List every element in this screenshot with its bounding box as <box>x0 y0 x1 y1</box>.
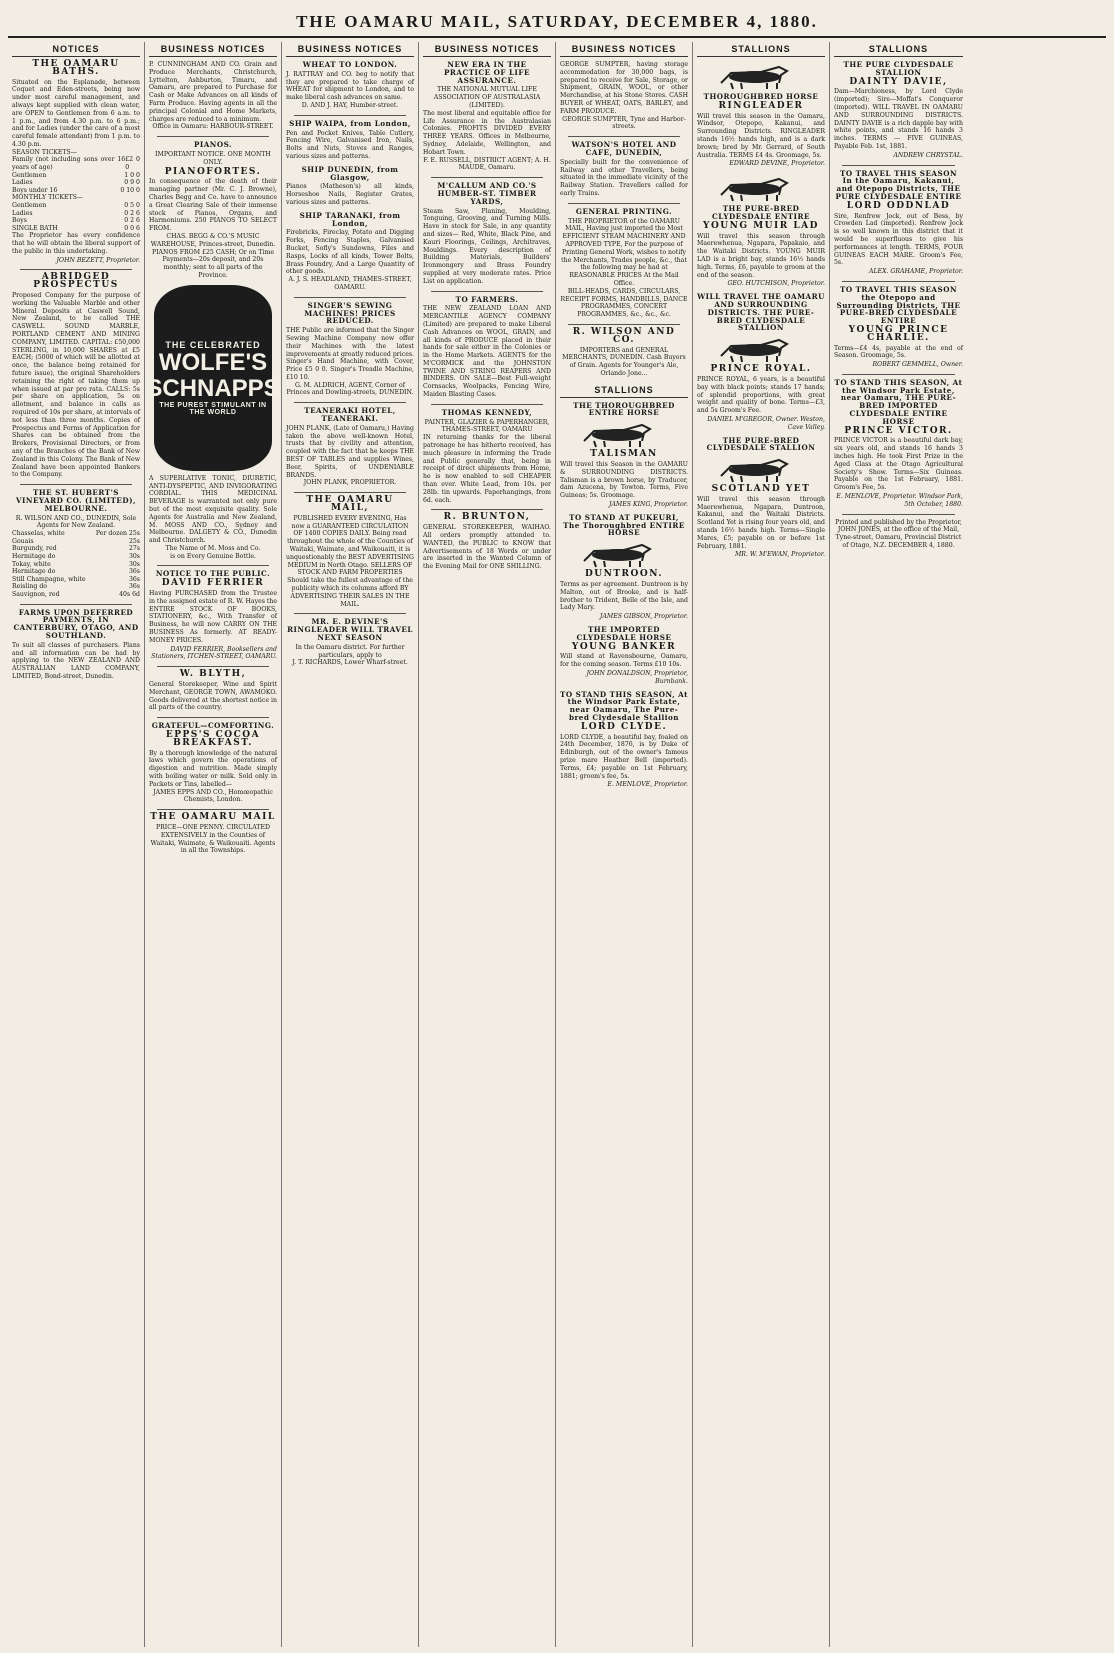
ad-signature: ROBERT GEMMELL, Owner. <box>872 361 963 369</box>
talisman-ad <box>560 402 688 509</box>
ad-headline: LORD ODDNLAD <box>846 200 951 211</box>
price-row: Gentlemen 0 5 0 <box>12 201 140 209</box>
ad-signature: JAMES KING, Proprietor. <box>608 501 688 509</box>
ad-text: P. CUNNINGHAM AND CO. Grain and Produce Merchants, Christchurch, Lyttelton, Ashburton, Timaru, and Oamaru, are prepared to Purchase for Cash or Make Advances on all kinds of Farm Produce. Having agents in all the principal Colonial and Home Markets, charges are reduced to a minimum. <box>149 61 277 123</box>
ad-footer: The Proprietor has every confidence that he will obtain the liberal support of the public in this undertaking. <box>12 232 140 255</box>
marble-prospectus <box>12 274 140 479</box>
ad-text: PRINCE ROYAL, 6 years, is a beautiful bay with black points; stands 17 hands; of splendid proportions, with great weight and quality of bone. Terms—£3, and 5s Groom's Fee. <box>697 375 825 415</box>
schnapps-slogan: THE PUREST STIMULANT IN THE WORLD <box>159 401 267 416</box>
divider <box>20 604 132 605</box>
ad-text: LORD CLYDE, a beautiful bay, foaled on 24th December, 1876, is by Duke of Edinburgh, out of the owner's famous prize mare Heather Bell (imported). Terms, £4; payable on 1st February, 1881; groom's fee, 5s. <box>560 733 688 780</box>
ad-headline: PRINCE ROYAL. <box>710 364 812 375</box>
brunton-ad <box>423 514 551 571</box>
young-banker-ad <box>560 626 688 686</box>
schnapps-brand: WOLFE'S SCHNAPPS <box>146 348 280 402</box>
ad-signature: JOHN DONALDSON, Proprietor, Burnbank. <box>586 670 688 685</box>
ringleader-ad <box>697 61 825 168</box>
column-heading: BUSINESS NOTICES <box>560 42 688 57</box>
ad-headline: R. BRUNTON, <box>443 512 531 523</box>
ad-text: PRICE—ONE PENNY. CIRCULATED EXTENSIVELY in the Counties of Waitaki, Waimate, & Waikouaiti. Agents in all the Townships. <box>150 824 276 855</box>
ad-title: GENERAL PRINTING. <box>575 206 673 216</box>
blyth-ad <box>149 671 277 712</box>
ad-text: Will stand at Ravensbourne, Oamaru, for the coming season. Terms £10 10s. <box>560 653 688 669</box>
ad-title: TO STAND AT PUKEURI, The Thoroughbred ENTIRE HORSE <box>563 512 685 538</box>
ad-signature: E. MENLOVE, Proprietor. <box>607 781 688 789</box>
ad-title: FARMS UPON DEFERRED PAYMENTS, IN CANTERBURY, OTAGO, AND SOUTHLAND. <box>13 607 139 640</box>
ad-text: General Storekeeper, Wine and Spirit Merchant, GEORGE TOWN, AWAMOKO. Goods delivered at the shortest notice in all parts of the country. <box>149 681 277 712</box>
ad-text: THE NEW ZEALAND LOAN AND MERCANTILE AGENCY COMPANY (Limited) are prepared to make Liberal Cash Advances on WOOL, GRAIN, and all kinds of PRODUCE placed in their hands for sale either in the Colonies or in the Home Markets. AGENTS for the M'CORMICK and the JOHNSTON TWINE AND STRING REAPERS AND BINDERS. ON SALE—Best Full-weight Cornsacks, Woolpacks, Fencing Wire, Maiden Blasting Cases. <box>423 305 551 399</box>
ad-text: In consequence of the death of their managing partner (Mr. C. J. Browne), Charles Begg and Co. have to announce a Great Clearing Sale of their immense stock of Pianos, Organs, and Harmoniums. 250 PIANOS TO SELECT FROM. <box>149 178 277 233</box>
ad-headline: W. BLYTH, <box>179 669 247 680</box>
pianos-ad <box>149 141 277 280</box>
column-heading: BUSINESS NOTICES <box>149 42 277 57</box>
ad-signature: GEO. HUTCHISON, Proprietor. <box>727 280 825 288</box>
ad-title: WILL TRAVEL THE OAMARU AND SURROUNDING DISTRICTS. THE PURE-BRED CLYDESDALE STALLION <box>697 292 825 333</box>
horse-icon <box>697 454 825 484</box>
tonic-ad <box>149 475 277 561</box>
wheat-ad <box>286 61 414 110</box>
ad-title: TEANERAKI HOTEL, TEANERAKI. <box>304 406 396 424</box>
taneraki-hotel-ad <box>286 407 414 487</box>
divider <box>431 291 543 292</box>
price-row: SINGLE BATH 0 0 6 <box>12 224 140 232</box>
divider <box>842 165 955 166</box>
column-heading: STALLIONS <box>834 42 963 57</box>
ad-text: The most liberal and equitable office for Life Assurance in the Australasian Colonies. PROFITS DIVIDED EVERY THREE YEARS. Offices in Melbourne, Sydney, Adelaide, Wellington, and Hobart Town. <box>423 109 551 156</box>
ad-headline: DUNTROON. <box>584 569 664 580</box>
ad-text: J. RATTRAY and CO. beg to notify that they are prepared to take charge of WHEAT for shipment to London, and to make liberal cash advances on same. <box>286 70 414 102</box>
divider <box>157 717 269 718</box>
singer-ad <box>286 302 414 398</box>
column-4 <box>419 42 556 1647</box>
ad-title: WATSON'S HOTEL AND CAFE, DUNEDIN, <box>571 140 677 157</box>
ad-text: A SUPERLATIVE TONIC, DIURETIC, ANTI-DYSPEPTIC, AND INVIGORATING CORDIAL. THIS MEDICINAL BEVERAGE is warranted not only pure but of the most exquisite quality. Sole Agents for Australia and New Zealand, M. MOSS AND CO., Sydney and Melbourne. DALGETY & CO., Dunedin and Christchurch. <box>149 474 277 545</box>
price-row: Hermitage do 36s <box>12 568 140 576</box>
ad-title: PIANOS. <box>193 140 233 150</box>
ad-title: TO TRAVEL THIS SEASON the Otepopo and Surrounding Districts, THE PURE-BRED CLYDESDALE ENTIRE <box>836 284 961 326</box>
ad-headline: LORD CLYDE. <box>580 721 668 732</box>
ad-text: In the Oamaru district. For further particulars, apply to <box>295 643 405 659</box>
divider <box>294 613 406 614</box>
divider <box>431 404 543 405</box>
ad-shop: CHAS. BEGG & CO.'S MUSIC WAREHOUSE, Princes-street, Dunedin. <box>150 232 276 248</box>
ad-signature: EDWARD DEVINE, Proprietor. <box>729 160 825 168</box>
watson-hotel-ad <box>560 141 688 198</box>
ad-headline: THE OAMARU MAIL <box>150 812 276 823</box>
stallions-heading: STALLIONS <box>560 383 688 398</box>
price-row: Still Champagne, white 36s <box>12 575 140 583</box>
newspaper-title: THE OAMARU MAIL, SATURDAY, DECEMBER 4, 1880. <box>296 12 818 31</box>
ad-office: Office in Oamaru: HARBOUR-STREET. <box>152 123 274 131</box>
ad-text: To suit all classes of purchasers. Plans and all information can be had by applying to the NEW ZEALAND AND AUSTRALIAN LAND COMPANY, LIMITED, Bond-street, Dunedin. <box>12 641 140 680</box>
ad-text: Proposed Company for the purpose of working the Valuable Marble and other Mineral Deposits at Caswell Sound, New Zealand, to be called THE CASWELL SOUND MARBLE, PORTLAND CEMENT AND MINING COMPANY, LIMITED. CAPITAL: £50,000 STERLING, in 10,000 SHARES at £5 EACH; (5000 of which will be allotted at once, the balance being retained for future issue), the original Shareholders retaining the right of taking them up when issued at par pro rata. CALLS: 5s per share on application, 5s on allotment, and balance in calls as required of 10s per share, at intervals of not less than three months. Copies of Prospectus and Forms of Application for Shares can be obtained from the Brokers, Provisional Directors, or from any of the Branches of the Bank of New Zealand in this Colony. The Bank of New Zealand have been appointed Bankers to the Company. <box>12 292 140 479</box>
ad-title: SINGER'S SEWING MACHINES! PRICES REDUCED. <box>304 300 396 326</box>
ad-title: THOMAS KENNEDY, <box>441 407 533 417</box>
price-table <box>12 149 140 233</box>
ad-signature: DAVID FERRIER, Booksellers and Stationers, ITCHEN-STREET, OAMARU. <box>151 645 277 661</box>
ad-title: THOROUGHBRED HORSE <box>703 92 819 101</box>
column-heading: NOTICES <box>12 42 140 57</box>
horse-icon <box>560 539 688 569</box>
ad-signature: E. MENLOVE, Proprietor. Windsor Park, 5th October, 1880. <box>836 493 963 508</box>
wilson-ad <box>560 326 688 378</box>
devine-ad <box>286 618 414 667</box>
divider <box>157 565 269 566</box>
horse-icon <box>697 334 825 364</box>
ad-text: GEORGE SUMPTER, having storage accommodation for 30,000 bags, is prepared to receive for Sale, Storage, or Shipment, GRAIN, WOOL, or other Merchandise, at his Stone Stores. CASH BUYER of WHEAT, OATS, BARLEY, and FARM PRODUCE. <box>560 61 688 115</box>
ad-signature: JAMES GIBSON, Proprietor. <box>599 613 688 621</box>
ship-taranaki-ad <box>286 212 414 292</box>
divider <box>294 492 406 493</box>
ad-text: By a thorough knowledge of the natural laws which govern the operations of digestion and nutrition. Made simply with boiling water or milk. Sold only in Packets or Tins, labelled— <box>149 749 277 788</box>
divider <box>157 666 269 667</box>
price-row: Tokay, white 30s <box>12 560 140 568</box>
price-row: SEASON TICKETS— <box>12 148 77 156</box>
newspaper-columns <box>8 42 1106 1647</box>
ad-title: NOTICE TO THE PUBLIC. <box>155 569 271 579</box>
ad-terms: PIANOS FROM £25 CASH; Or on Time Payments—20s deposit, and 20s monthly; sent to all parts of the Province. <box>151 248 275 279</box>
price-row: Sauvignon, red 40s 6d <box>12 590 140 598</box>
ad-text: THE PROPRIETOR of the OAMARU MAIL, Having just imported the Most EFFICIENT STEAM MACHINERY AND APPROVED TYPE, For the purpose of Printing General Work, wishes to notify the Merchants, Trades people, &c., that the following may be had at REASONABLE PRICES At the Mail Office. <box>561 217 687 287</box>
side-note-left: The Name of M. Moss and Co. <box>165 544 261 552</box>
ad-signature: F. E. RUSSELL, DISTRICT AGENT; A. H. MAUDE, Oamaru. <box>423 156 551 172</box>
column-heading: STALLIONS <box>697 42 825 57</box>
ad-title: THE THOROUGHBRED ENTIRE HORSE <box>573 400 675 418</box>
horse-icon <box>560 419 688 449</box>
printer-imprint <box>834 519 963 550</box>
price-row: Family (not including sons over 16 years of age) £2 0 0 <box>12 156 140 171</box>
column-heading: BUSINESS NOTICES <box>286 42 414 57</box>
ad-title: THE IMPORTED CLYDESDALE HORSE <box>576 625 672 642</box>
ad-text: PRINCE VICTOR is a beautiful dark bay, six years old, and stands 16 hands 3 inches high. He took First Prize in the Aged Class at the Otago Agricultural Society's Show. Terms—Six Guineas. Payable on the 1st February, 1881. Groom's Fee, 5s. <box>834 437 963 492</box>
price-row: Ladies 0 9 0 <box>12 179 140 187</box>
ad-title: THE PURE-BRED CLYDESDALE STALLION <box>706 435 816 453</box>
ad-list: BILL-HEADS, CARDS, CIRCULARS, RECEIPT FORMS, HANDBILLS, DANCE PROGRAMMES, CONCERT PROGRAMMES, &c., &c., &c. <box>560 287 688 319</box>
dainty-davie-ad <box>834 61 963 160</box>
column-3 <box>282 42 419 1647</box>
ad-headline: DAVID FERRIER <box>161 578 265 589</box>
divider <box>20 269 132 270</box>
ad-text: PUBLISHED EVERY EVENING, Has now a GUARANTEED CIRCULATION OF 1400 COPIES DAILY. Being read throughout the whole of the Counties of Waitaki, Waimate, and Waikouaiti, it is unquestionably the BEST ADVERTISING MEDIUM in North Otago. SELLERS OF STOCK AND FARM PROPERTIES Should take the fullest advantage of the publicity which its columns afford BY ADVERTISING THEIR SALES IN THE MAIL. <box>286 514 414 608</box>
ad-text: Specially built for the convenience of Railway and other Travellers, being situated in the immediate vicinity of the Railway Station. Travellers called for early Trains. <box>560 158 688 197</box>
price-row: Reisling do 36s <box>12 583 140 591</box>
ship-dunedin-ad <box>286 166 414 207</box>
ad-headline: YOUNG MUIR LAD <box>703 220 819 231</box>
ad-title: SHIP TARANAKI, from London, <box>299 210 401 228</box>
ad-text: Pianos (Matheson's) all kinds, Horseshoe Nails, Register Grates, various sizes and patterns. <box>286 183 414 206</box>
ad-subtitle: THE NATIONAL MUTUAL LIFE ASSOCIATION OF AUSTRALASIA (LIMITED). <box>433 86 541 109</box>
price-row: Ladies 0 2 6 <box>12 209 140 217</box>
ad-headline: EPPS'S COCOA BREAKFAST. <box>165 730 261 748</box>
baths-notice <box>12 61 140 264</box>
ad-signature: G. M. ALDRICH, AGENT, Corner of Princes and Dowling-streets, DUNEDIN. <box>286 381 414 397</box>
farms-notice <box>12 609 140 681</box>
ad-title: TO STAND THIS SEASON, At the Windsor Park Estate, near Oamaru, The Pure-bred Clydesdale Stallion <box>560 689 688 722</box>
mail-price-ad <box>149 814 277 855</box>
timber-yards-ad <box>423 182 551 285</box>
duntroon-ad <box>560 514 688 621</box>
divider <box>842 281 955 282</box>
ad-title: WHEAT TO LONDON. <box>302 60 398 69</box>
ad-title: SHIP WAIPA, from London, <box>289 118 411 128</box>
prince-royal-ad <box>697 293 825 431</box>
ad-text: Will travel this season through Maerewhenua, Ngapara, Duntroon, Kakanui, and the Waitaki Districts. Scotland Yet is rising four years old, and stands 16½ hands high. Terms—Single Mares, £5; payable on or before 1st February, 1881. <box>697 495 825 550</box>
column-7 <box>830 42 967 1647</box>
column-5 <box>556 42 693 1647</box>
cunningham-ad <box>149 61 277 131</box>
divider <box>157 809 269 810</box>
ad-text: Dam—Marchioness, by Lord Clyde (imported); Sire—Moffat's Conqueror (imported). WILL TRAVEL IN OAMARU AND SURROUNDING DISTRICTS. DAINTY DAVIE is a rich dapple bay with white points, and stands 16 hands 3 inches. TERMS — FIVE GUINEAS, Payable Feb. 1st, 1881. <box>834 88 963 150</box>
ad-subtitle: IMPORTANT NOTICE. ONE MONTH ONLY. <box>155 150 271 166</box>
divider <box>294 297 406 298</box>
ad-headline: R. WILSON AND CO. <box>572 326 676 345</box>
horse-icon <box>697 61 825 91</box>
ad-text: JOHN PLANK, (Late of Oamaru,) Having taken the above well-known Hotel, trusts that by civility and attention, coupled with the fact that he keeps THE BEST OF TABLES and supplies Wines, Beer, Spirits, of UNDENIABLE BRANDS. <box>286 424 414 479</box>
ad-signature: J. T. RICHARDS, Lower Wharf-street. <box>292 659 408 667</box>
ad-title: TO STAND THIS SEASON, At the Windsor Park Estate, near Oamaru, THE PURE-BRED IMPORTED CLYDESDALE ENTIRE HORSE <box>834 377 963 426</box>
ad-signature: GEORGE SUMPTER, Tyne and Harbor-streets. <box>562 115 686 131</box>
lord-oddnlad-ad <box>834 170 963 276</box>
ad-title: NEW ERA IN THE PRACTICE OF LIFE ASSURANCE. <box>444 60 530 85</box>
sumpter-ad <box>560 61 688 131</box>
ad-text: Will travel this season through Maerewhenua, Ngapara, Papakaio, and the Waitaki Districts. YOUNG MUIR LAD is a bright bay, stands 16½ hands high. Terms, £6, payable to groom at the end of the season. <box>697 232 825 279</box>
ad-headline: THE OAMARU MAIL, <box>306 495 394 514</box>
ad-title: MR. E. DEVINE'S RINGLEADER WILL TRAVEL NEXT SEASON <box>287 617 413 642</box>
ad-signature: MR. W. M'EWAN, Proprietor. <box>734 551 825 559</box>
ad-text: Situated on the Esplanade, between Coquet and Eden-streets, being now under most careful management, and always kept supplied with clean water, are OPEN to Gentlemen from 6 a.m. to 1 p.m., and from 4.30 p.m. to 6 p.m.; and for Ladies (under the care of a most careful female attendant) from 1 p.m. to 4.30 p.m. <box>12 78 140 148</box>
young-muir-lad-ad <box>697 173 825 288</box>
ad-signature: ANDREW CHRYSTAL. <box>893 151 963 159</box>
ad-headline: RINGLEADER <box>718 100 804 111</box>
masthead-rule <box>8 36 1106 38</box>
ad-text: Terms—£4 4s, payable at the end of Season. Groomage, 5s. <box>834 344 963 360</box>
divider <box>568 203 680 204</box>
price-row: Burgundy, red 27s <box>12 545 140 553</box>
ad-agent: R. WILSON AND CO., DUNEDIN, Sole Agents for New Zealand. <box>15 514 137 530</box>
ad-signature: JOHN BEZETT, Proprietor. <box>56 256 140 264</box>
ferrier-ad <box>149 570 277 661</box>
ad-title: SHIP DUNEDIN, from Glasgow, <box>301 164 399 182</box>
column-heading: BUSINESS NOTICES <box>423 42 551 57</box>
scotland-yet-ad <box>697 437 825 560</box>
divider <box>431 509 543 510</box>
ad-signature: JAMES EPPS AND CO., Homœopathic Chemists, London. <box>153 788 273 804</box>
ad-title: TO TRAVEL THIS SEASON In the Oamaru, Kakanui, and Otepopo Districts, THE PURE CLYDESDALE ENTIRE <box>835 168 962 201</box>
ad-title: M'CALLUM AND CO.'S HUMBER-ST. TIMBER YARDS, <box>437 181 537 206</box>
ad-text: Steam Saw, Planing, Moulding, Tonguing, Grooving, and Turning Mills. Have in stock for Sale, in any quantity and sizes— Red, White, Black Pine, and Kauri Floorings, Ceilings, Architraves, Mouldings. Every description of Building Materials, Builders' Ironmongery and Brass Foundry supplied at very moderate rates. Price List on application. <box>423 207 551 285</box>
horse-icon <box>697 173 825 203</box>
ad-text: Will travel this season in the Oamaru, Windsor, Otepopo, Kakanui, and Surrounding Districts. RINGLEADER stands 16½ hands high, and is a dark brown; bred by Mr. Gerrard, of South Australia. TERMS £4 4s. Groomage, 5s. <box>697 112 825 159</box>
price-row: Gouais 25s <box>12 537 140 545</box>
price-row: MONTHLY TICKETS— <box>12 194 84 202</box>
ad-title: ABRIDGED PROSPECTUS <box>33 272 119 291</box>
ad-headline: PRINCE VICTOR. <box>844 425 953 436</box>
farmers-ad <box>423 296 551 399</box>
ad-headline: TALISMAN <box>590 449 658 460</box>
ad-signature: A. J. S. HEADLAND, THAMES-STREET, OAMARU. <box>288 276 412 291</box>
ad-title: THE OAMARU BATHS. <box>32 59 120 77</box>
divider <box>294 402 406 403</box>
imprint-text: Printed and published by the Proprietor, JOHN JONES, at the office of the Mail, Tyne-street, Oamaru, Provincial District of Otago, N.Z. DECEMBER 4, 1880. <box>835 518 962 550</box>
divider <box>568 136 680 137</box>
ad-signature: DANIEL M'GREGOR, Owner. Weston, Cave Valley. <box>707 415 825 431</box>
price-row: Boys 0 2 6 <box>12 217 140 225</box>
price-row: Chasselas, white Per dozen 25s <box>12 530 140 538</box>
price-row: Hermitage do 30s <box>12 552 140 560</box>
divider <box>842 514 955 515</box>
divider <box>294 115 406 116</box>
life-assurance-ad <box>423 61 551 172</box>
ad-headline: YOUNG BANKER <box>571 641 677 652</box>
ad-title: THE PURE-BRED CLYDESDALE ENTIRE <box>712 204 810 221</box>
masthead <box>0 0 1114 34</box>
ad-text: Terms as per agreement. Duntroon is by Malton, out of Brooke, and is half-brother to Trident, Belle of the Isle, and Lady Mary. <box>560 581 688 612</box>
wolfes-schnapps-ad <box>146 285 280 471</box>
price-row: Gentlemen 1 0 0 <box>12 171 140 179</box>
ad-text: Having PURCHASED from the Trustee in the assigned estate of R. W. Hayes the ENTIRE STOCK OF BOOKS, STATIONERY, &c., With Transfer of Business, he will now CARRY ON THE BUSINESS As formerly. AT READY-MONEY PRICES. <box>149 590 278 644</box>
ad-title: THE ST. HUBERT'S VINEYARD CO. (LIMITED), MELBOURNE. <box>15 488 137 513</box>
price-row: Boys under 16 0 10 0 <box>12 186 140 194</box>
printing-ad <box>560 208 688 319</box>
kennedy-ad <box>423 409 551 505</box>
ship-waipa-ad <box>286 120 414 161</box>
column-6 <box>693 42 830 1647</box>
ad-title: TO FARMERS. <box>455 294 519 304</box>
vineyard-notice <box>12 489 140 598</box>
ad-headline: PIANOFORTES. <box>164 166 262 177</box>
ad-signature: ALEX. GRAHAME, Proprietor. <box>868 268 963 276</box>
ad-signature: D. AND J. HAY, Humber-street. <box>301 101 399 109</box>
prince-charlie-ad <box>834 286 963 369</box>
divider <box>842 374 955 375</box>
oamaru-mail-ad <box>286 497 414 608</box>
side-note-right: is on Every Genuine Bottle. <box>170 552 256 560</box>
ad-text: THE Public are informed that the Singer Sewing Machine Company now offer their Machines with the latest improvements at greatly reduced prices. Singer's Hand Machine, with Cover, Price £5 0 0. Singer's Treadle Machine, £10 10. <box>286 327 414 381</box>
divider <box>20 484 132 485</box>
ad-signature: JOHN PLANK, PROPRIETOR. <box>303 479 397 487</box>
ad-text: Firebricks, Fireclay, Potato and Digging Forks, Fencing Staples, Galvanised Bucket, Sofly's Sundowns, Files and Rasps, Locks of all kinds, Tower Bolts, Brass Foundry, And a Large Quantity of other goods. <box>286 229 414 276</box>
ad-text: Pen and Pocket Knives, Table Cutlery, Fencing Wire, Galvanised Iron, Nails, Bolts and Nuts, Stoves and Ranges, various sizes and patterns. <box>286 129 414 160</box>
ad-text: GENERAL STOREKEEPER, WAIHAO. All orders promptly attended to. WANTED, the PUBLIC to KNOW that Advertisements of 18 Words or under are inserted in the Wanted Column of the Evening Mail for ONE SHILLING. <box>423 524 551 571</box>
ad-headline: YOUNG PRINCE CHARLIE. <box>848 324 949 343</box>
divider <box>431 177 543 178</box>
prince-victor-ad <box>834 379 963 509</box>
ad-text: Sire, Renfrew Jock, out of Bess, by Crowden Lad (imported). Renfrew Jock is so well known in this district that it would be superfluous to give his performances at length. TERMS, FOUR GUINEAS EACH MARE. Groom's Fee, 5s. <box>834 212 963 267</box>
epps-cocoa-ad <box>149 722 277 804</box>
column-2 <box>145 42 282 1647</box>
ad-headline: DAINTY DAVIE, <box>849 76 948 87</box>
divider <box>568 324 680 325</box>
ad-text: IN returning thanks for the liberal patronage he has hitherto received, has much pleasure in informing the Trade and Public generally that, being in receipt of direct shipments from Home, he is now enabled to sell CHEAPER than ever. White Lead, from 10s. per 28lb. tin upwards. Paperhangings, from 6d. each. <box>423 434 551 504</box>
ad-title: GRATEFUL—COMFORTING. <box>151 721 275 731</box>
ad-text: IMPORTERS and GENERAL MERCHANTS, DUNEDIN. Cash Buyers of Grain. Agents for Younger's Ale, Orlando Jone... <box>562 346 686 377</box>
schnapps-line-1: THE CELEBRATED <box>165 339 261 350</box>
ad-title: THE PURE CLYDESDALE STALLION <box>843 60 954 77</box>
ad-headline: SCOTLAND YET <box>711 484 811 495</box>
wine-price-table <box>12 530 140 598</box>
ad-subtitle: PAINTER, GLAZIER & PAPERHANGER, THAMES-STREET, OAMARU <box>424 418 550 434</box>
lord-clyde-ad <box>560 691 688 790</box>
column-1 <box>8 42 145 1647</box>
divider <box>157 136 269 137</box>
ad-text: Will travel this Season in the OAMARU & SURROUNDING DISTRICTS. Talisman is a brown horse, by Traducer, dam Azucena, by Towton. Terms, Five Guineas; 5s. Groomage. <box>560 461 688 500</box>
